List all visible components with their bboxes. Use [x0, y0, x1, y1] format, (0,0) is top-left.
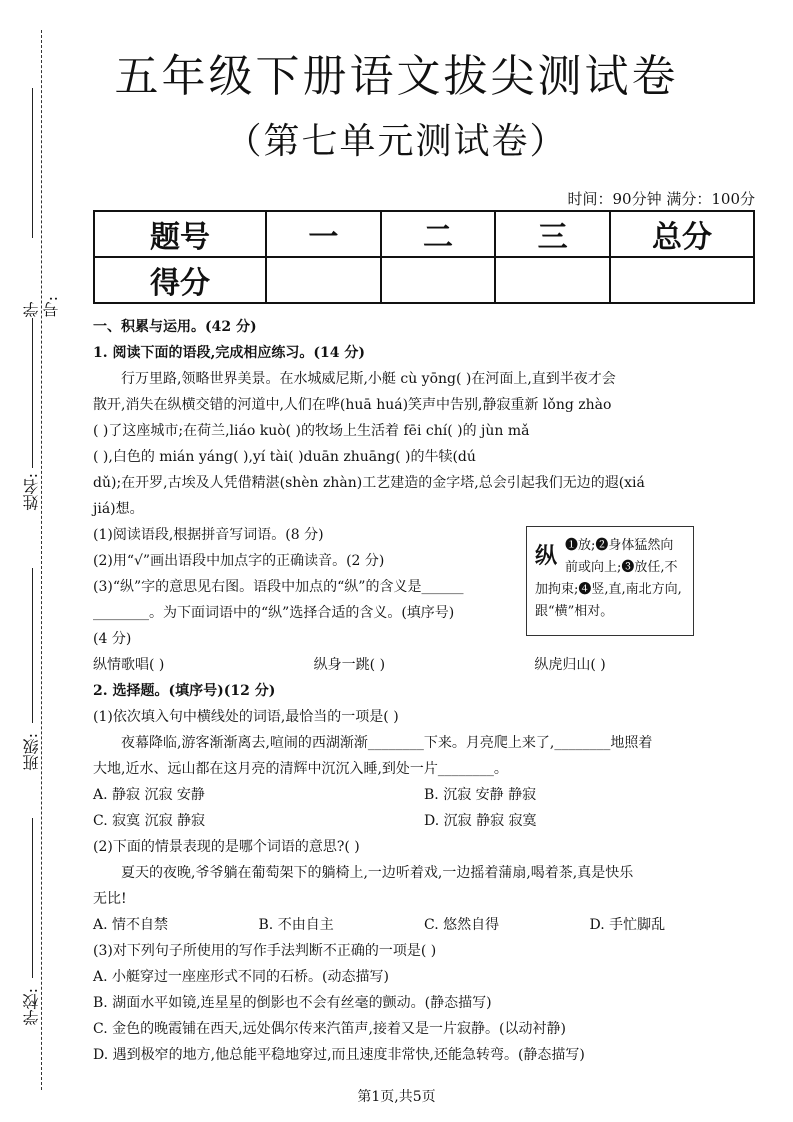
- option: A. 静寂 沉寂 安静: [93, 787, 205, 803]
- options-row: [93, 808, 755, 834]
- score-header-cell: 总分: [610, 211, 754, 257]
- passage-line: 夜幕降临,游客渐渐离去,喧闹的西湖渐渐________下来。月亮爬上来了,________地照着: [121, 735, 653, 751]
- score-header-cell: 题号: [94, 211, 266, 257]
- passage-line: ( )了这座城市;在荷兰,liáo kuò( )的牧场上生活着 fēi chí( )的 jùn mǎ: [93, 423, 530, 439]
- score-value-row: [94, 257, 754, 303]
- definition-text: ❶放;❷身体猛然向前或向上;❸放任,不加拘束;❹竖,直,南北方向,跟“横”相对。: [535, 538, 682, 619]
- sub-question: (3)“纵”字的意思见右图。语段中加点的“纵”的含义是______: [93, 579, 464, 595]
- school-field: [22, 818, 62, 1058]
- option: C. 悠然自得: [424, 917, 500, 933]
- sub-question: (3)对下列句子所使用的写作手法判断不正确的一项是( ): [93, 943, 437, 959]
- passage-line: 散开,消失在纵横交错的河道中,人们在哗(huā huá)笑声中告别,静寂重新 lǒng zhào: [93, 397, 612, 413]
- word-item: 纵虎归山( ): [534, 657, 606, 673]
- sub-question: ________。为下面词语中的“纵”选择合适的含义。(填序号): [93, 605, 455, 621]
- score-cell[interactable]: [610, 257, 754, 303]
- option: B. 不由自主: [258, 917, 334, 933]
- word-choices: [93, 652, 755, 678]
- score-header-cell: 一: [266, 211, 381, 257]
- exam-content: [93, 314, 755, 1068]
- score-header-cell: 二: [381, 211, 496, 257]
- options-row: [93, 912, 755, 938]
- score-table: [93, 210, 755, 304]
- passage-line: 夏天的夜晚,爷爷躺在葡萄架下的躺椅上,一边听着戏,一边摇着蒲扇,喝着茶,真是快乐: [121, 865, 634, 881]
- page-footer: 第1页,共5页: [357, 1089, 436, 1105]
- sub-question: (2)下面的情景表现的是哪个词语的意思?( ): [93, 839, 360, 855]
- passage-line: ( ),白色的 mián yáng( ),yí tài( )duān zhuāng( )的牛犊(dú: [93, 449, 476, 465]
- score-header-cell: 三: [495, 211, 610, 257]
- option: A. 情不自禁: [93, 917, 169, 933]
- definition-char: 纵: [535, 543, 558, 569]
- sub-question: (1)阅读语段,根据拼音写词语。(8 分): [93, 527, 324, 543]
- option: B. 湖面水平如镜,连星星的倒影也不会有丝毫的颤动。(静态描写): [93, 995, 492, 1011]
- passage-line: 大地,近水、远山都在这月亮的清辉中沉沉入睡,到处一片________。: [93, 761, 508, 777]
- score-label-cell: 得分: [94, 257, 266, 303]
- score-cell[interactable]: [495, 257, 610, 303]
- sub-question: (4 分): [93, 631, 132, 647]
- option: A. 小艇穿过一座座形式不同的石桥。(动态描写): [93, 969, 389, 985]
- word-item: 纵身一跳( ): [313, 657, 386, 673]
- school-line: [32, 818, 33, 978]
- section-heading: 一、积累与运用。(42 分): [93, 319, 257, 335]
- passage-line: jiá)想。: [93, 501, 144, 517]
- definition-box: [526, 526, 694, 636]
- class-label: 班级:: [22, 733, 41, 771]
- page-title: 五年级下册语文拔尖测试卷: [114, 51, 679, 102]
- option: B. 沉寂 安静 静寂: [424, 787, 537, 803]
- passage-line: 行万里路,领略世界美景。在水城威尼斯,小艇 cù yōng( )在河面上,直到半夜才会: [121, 371, 616, 387]
- options-row: [93, 782, 755, 808]
- time-info: 时间：90分钟 满分：100分: [567, 190, 755, 208]
- option: C. 寂寞 沉寂 静寂: [93, 813, 206, 829]
- class-field: [22, 568, 62, 788]
- passage-line: dǔ);在开罗,古埃及人凭借精湛(shèn zhàn)工艺建造的金字塔,总会引起我们无边的遐(xiá: [93, 475, 645, 491]
- class-line: [32, 568, 33, 723]
- option: D. 手忙脚乱: [589, 917, 666, 933]
- sub-question: (1)依次填入句中横线处的词语,最恰当的一项是( ): [93, 709, 399, 725]
- student-no-label: 学号:: [22, 296, 61, 318]
- word-item: 纵情歌唱( ): [93, 657, 165, 673]
- name-field: [22, 318, 62, 538]
- name-line: [32, 318, 33, 468]
- score-cell[interactable]: [266, 257, 381, 303]
- page-subtitle: （第七单元测试卷）: [225, 121, 568, 162]
- score-header-row: [94, 211, 754, 257]
- option: D. 遇到极窄的地方,他总能平稳地穿过,而且速度非常快,还能急转弯。(静态描写): [93, 1047, 585, 1063]
- option: D. 沉寂 静寂 寂寞: [424, 813, 537, 829]
- question-title: 2. 选择题。(填序号)(12 分): [93, 683, 276, 699]
- name-label: 姓名:: [22, 473, 41, 511]
- passage-line: 无比!: [93, 891, 127, 907]
- score-cell[interactable]: [381, 257, 496, 303]
- option: C. 金色的晚霞铺在西天,远处偶尔传来汽笛声,接着又是一片寂静。(以动衬静): [93, 1021, 566, 1037]
- school-label: 学校:: [22, 988, 41, 1026]
- question-title: 1. 阅读下面的语段,完成相应练习。(14 分): [93, 345, 365, 361]
- sub-question: (2)用“√”画出语段中加点字的正确读音。(2 分): [93, 553, 385, 569]
